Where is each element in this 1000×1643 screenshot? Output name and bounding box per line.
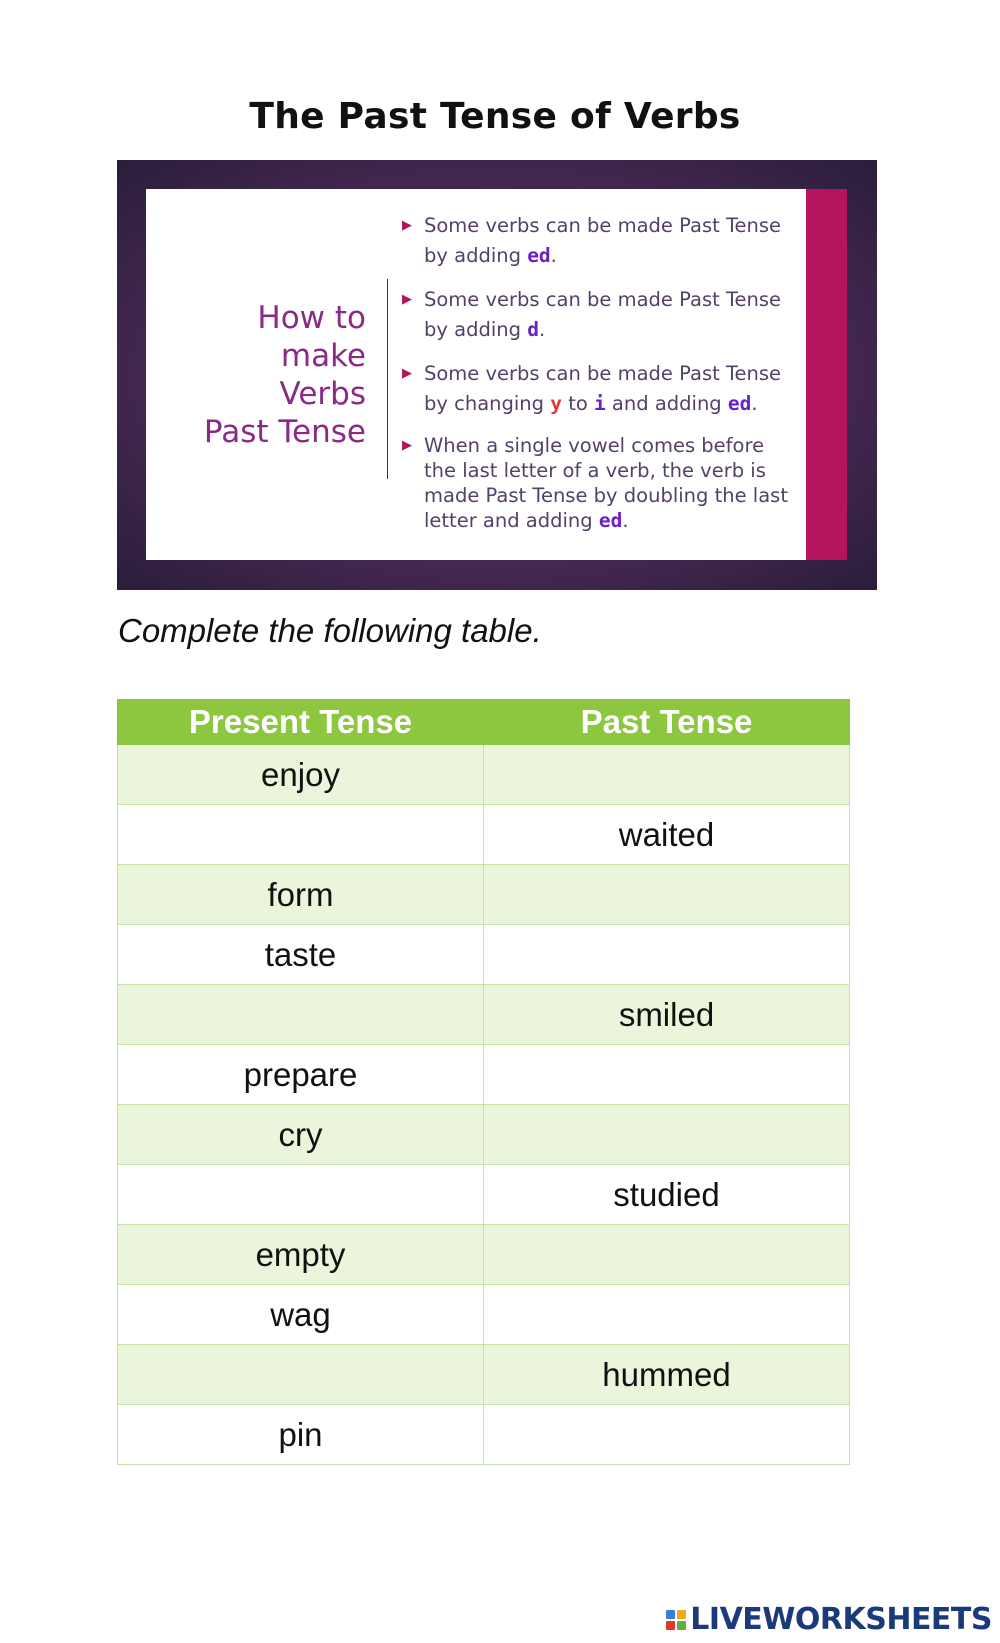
rule-item: ▶ Some verbs can be made Past Tense by adding d.	[402, 285, 802, 345]
past-cell[interactable]	[484, 1405, 850, 1465]
slide-heading-line: make	[280, 338, 366, 374]
present-cell[interactable]	[118, 985, 484, 1045]
past-cell[interactable]: waited	[484, 805, 850, 865]
rules-list	[402, 211, 802, 547]
present-cell[interactable]: empty	[118, 1225, 484, 1285]
present-cell[interactable]: form	[118, 865, 484, 925]
past-cell[interactable]	[484, 1105, 850, 1165]
table-row	[118, 1405, 850, 1465]
past-cell[interactable]: studied	[484, 1165, 850, 1225]
table-row	[118, 1165, 850, 1225]
present-cell[interactable]: enjoy	[118, 745, 484, 805]
rule-item: ▶ Some verbs can be made Past Tense by changing y to i and adding ed.	[402, 359, 802, 419]
suffix-highlight: ed	[598, 509, 623, 532]
table-row	[118, 925, 850, 985]
liveworksheets-logo[interactable]	[666, 1602, 992, 1637]
slide-heading-line: How to	[257, 300, 366, 336]
verb-table	[117, 699, 850, 1465]
slide-heading	[146, 299, 366, 451]
past-cell[interactable]	[484, 1045, 850, 1105]
letter-highlight: i	[593, 392, 606, 415]
past-cell[interactable]	[484, 925, 850, 985]
slide-heading-line: Past Tense	[203, 414, 366, 450]
table-row	[118, 1225, 850, 1285]
present-cell[interactable]: wag	[118, 1285, 484, 1345]
instruction-text: Complete the following table.	[118, 612, 542, 649]
header-past-tense: Past Tense	[484, 700, 850, 745]
past-cell[interactable]	[484, 865, 850, 925]
lesson-slide	[117, 160, 877, 590]
table-row	[118, 1105, 850, 1165]
suffix-highlight: ed	[527, 244, 551, 267]
logo-text: LIVEWORKSHEETS	[690, 1602, 992, 1637]
suffix-highlight: ed	[727, 392, 752, 415]
slide-accent-stripe	[806, 189, 847, 560]
table-row	[118, 865, 850, 925]
rule-item: ▶ Some verbs can be made Past Tense by adding ed.	[402, 211, 802, 271]
past-cell[interactable]: hummed	[484, 1345, 850, 1405]
past-cell[interactable]	[484, 1285, 850, 1345]
past-cell[interactable]	[484, 745, 850, 805]
table-row	[118, 1285, 850, 1345]
slide-content	[146, 189, 806, 560]
past-cell[interactable]: smiled	[484, 985, 850, 1045]
table-row	[118, 1045, 850, 1105]
letter-highlight: y	[550, 392, 562, 415]
present-cell[interactable]: taste	[118, 925, 484, 985]
table-header-row	[118, 700, 850, 745]
present-cell[interactable]: pin	[118, 1405, 484, 1465]
table-row	[118, 985, 850, 1045]
table-row	[118, 1345, 850, 1405]
present-cell[interactable]	[118, 1165, 484, 1225]
present-cell[interactable]	[118, 1345, 484, 1405]
table-row	[118, 745, 850, 805]
slide-divider	[387, 279, 388, 479]
header-present-tense: Present Tense	[118, 700, 484, 745]
present-cell[interactable]: cry	[118, 1105, 484, 1165]
table-row	[118, 805, 850, 865]
slide-heading-line: Verbs	[279, 376, 366, 412]
liveworksheets-logo-icon	[666, 1610, 686, 1630]
present-cell[interactable]	[118, 805, 484, 865]
suffix-highlight: d	[527, 318, 539, 341]
rule-item: ▶ When a single vowel comes before the last letter of a verb, the verb is made Past Tense by doubling the last letter and adding ed.	[402, 433, 802, 533]
past-cell[interactable]	[484, 1225, 850, 1285]
page-title: The Past Tense of Verbs	[249, 96, 741, 137]
present-cell[interactable]: prepare	[118, 1045, 484, 1105]
